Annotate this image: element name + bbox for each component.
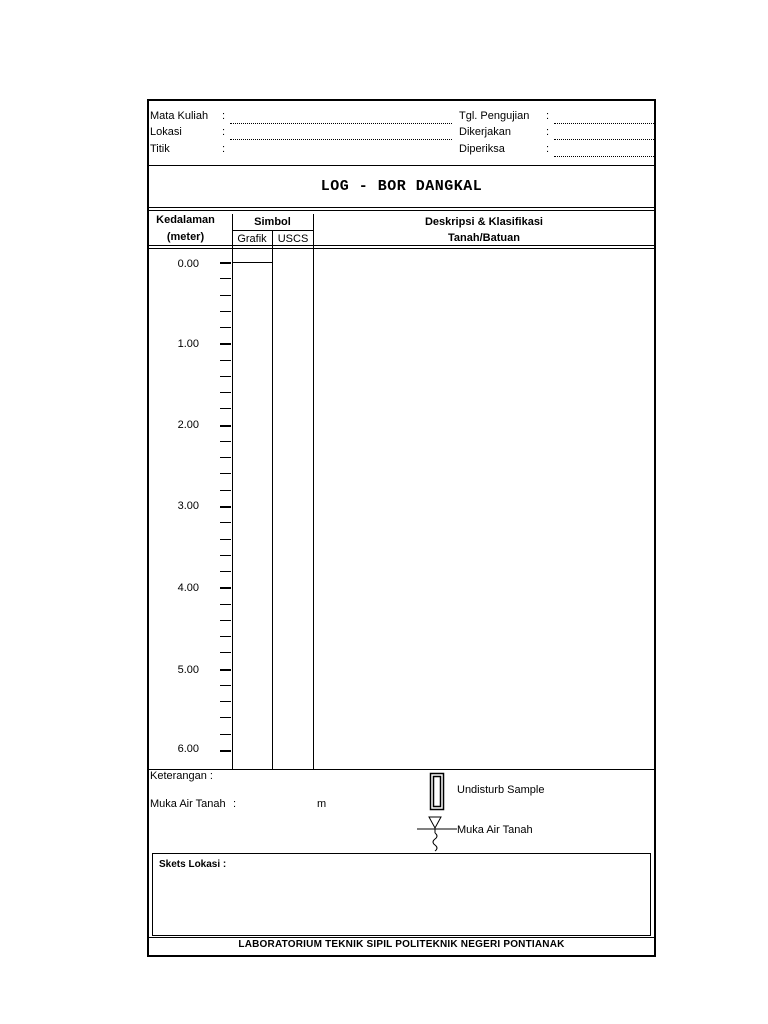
field-colon: : [222, 110, 226, 122]
col-depth-title: Kedalaman [156, 214, 215, 226]
depth-label: 4.00 [177, 582, 199, 594]
depth-minor-tick [220, 295, 231, 296]
muka-air-tanah-unit: m [317, 798, 327, 810]
depth-major-tick [220, 587, 231, 589]
field-colon: : [222, 126, 226, 138]
water-table-icon [413, 815, 459, 855]
depth-minor-tick [220, 490, 231, 491]
field-label-titik: Titik [150, 143, 170, 155]
depth-minor-tick [220, 473, 231, 474]
depth-major-tick [220, 750, 231, 752]
depth-minor-tick [220, 441, 231, 442]
depth-major-tick [220, 669, 231, 671]
field-label-dikerjakan: Dikerjakan [459, 126, 511, 138]
field-line-mata-kuliah[interactable] [230, 123, 452, 124]
depth-minor-tick [220, 636, 231, 637]
depth-minor-tick [220, 392, 231, 393]
depth-label: 2.00 [177, 419, 199, 431]
field-colon: : [546, 143, 550, 155]
field-line-dikerjakan[interactable] [554, 139, 654, 140]
muka-air-tanah-label: Muka Air Tanah [150, 798, 226, 810]
depth-minor-tick [220, 376, 231, 377]
undisturbed-sample-icon [429, 772, 449, 812]
depth-major-tick [220, 506, 231, 508]
depth-minor-tick [220, 734, 231, 735]
depth-label: 3.00 [177, 500, 199, 512]
title-divider-2 [149, 210, 654, 211]
bore-log-form [147, 99, 656, 957]
field-colon: : [222, 143, 226, 155]
col-line-uscs-right [313, 214, 314, 769]
depth-major-tick [220, 425, 231, 427]
depth-minor-tick [220, 701, 231, 702]
depth-minor-tick [220, 685, 231, 686]
field-colon: : [546, 110, 550, 122]
col-line-grafik-left [232, 214, 233, 769]
field-label-diperiksa: Diperiksa [459, 143, 505, 155]
depth-major-tick [220, 343, 231, 345]
depth-minor-tick [220, 311, 231, 312]
grafik-start-line [232, 262, 272, 263]
legend-muka-air-tanah: Muka Air Tanah [457, 824, 533, 836]
field-line-lokasi[interactable] [230, 139, 452, 140]
footer-divider [149, 937, 654, 938]
col-line-grafik-right [272, 230, 273, 769]
sketch-location-label: Skets Lokasi : [159, 859, 227, 870]
depth-minor-tick [220, 604, 231, 605]
col-desc-subtitle: Tanah/Batuan [448, 232, 520, 244]
depth-minor-tick [220, 408, 231, 409]
depth-label: 1.00 [177, 338, 199, 350]
col-grafik: Grafik [237, 233, 267, 245]
log-body-bottom-line [149, 769, 654, 770]
depth-minor-tick [220, 539, 231, 540]
title-divider-1 [149, 207, 654, 208]
footer-lab-name: LABORATORIUM TEKNIK SIPIL POLITEKNIK NEGERI PONTIANAK [238, 939, 565, 950]
depth-minor-tick [220, 571, 231, 572]
depth-major-tick [220, 262, 231, 264]
col-uscs: USCS [277, 233, 309, 245]
legend-undisturb-sample: Undisturb Sample [457, 784, 545, 796]
depth-minor-tick [220, 457, 231, 458]
col-depth-unit: (meter) [166, 231, 205, 243]
depth-minor-tick [220, 278, 231, 279]
depth-label: 0.00 [177, 258, 199, 270]
depth-minor-tick [220, 717, 231, 718]
header-divider [149, 165, 654, 166]
field-label-lokasi: Lokasi [150, 126, 182, 138]
depth-minor-tick [220, 620, 231, 621]
depth-minor-tick [220, 522, 231, 523]
field-label-tgl-pengujian: Tgl. Pengujian [459, 110, 530, 122]
keterangan-label: Keterangan : [150, 770, 213, 782]
depth-minor-tick [220, 327, 231, 328]
field-label-mata-kuliah: Mata Kuliah [150, 110, 209, 122]
depth-label: 5.00 [177, 664, 199, 676]
depth-minor-tick [220, 555, 231, 556]
col-symbol-title: Simbol [254, 216, 291, 228]
field-line-diperiksa[interactable] [554, 156, 654, 157]
sketch-location-box[interactable] [152, 853, 651, 936]
field-colon: : [546, 126, 550, 138]
muka-air-tanah-colon: : [233, 798, 237, 810]
colheader-divider-2 [149, 248, 654, 249]
form-title: LOG - BOR DANGKAL [320, 178, 483, 195]
col-desc-title: Deskripsi & Klasifikasi [424, 216, 543, 228]
depth-minor-tick [220, 360, 231, 361]
colheader-divider-1 [149, 245, 654, 246]
depth-minor-tick [220, 652, 231, 653]
field-line-tgl-pengujian[interactable] [554, 123, 654, 124]
depth-label: 6.00 [177, 743, 199, 755]
